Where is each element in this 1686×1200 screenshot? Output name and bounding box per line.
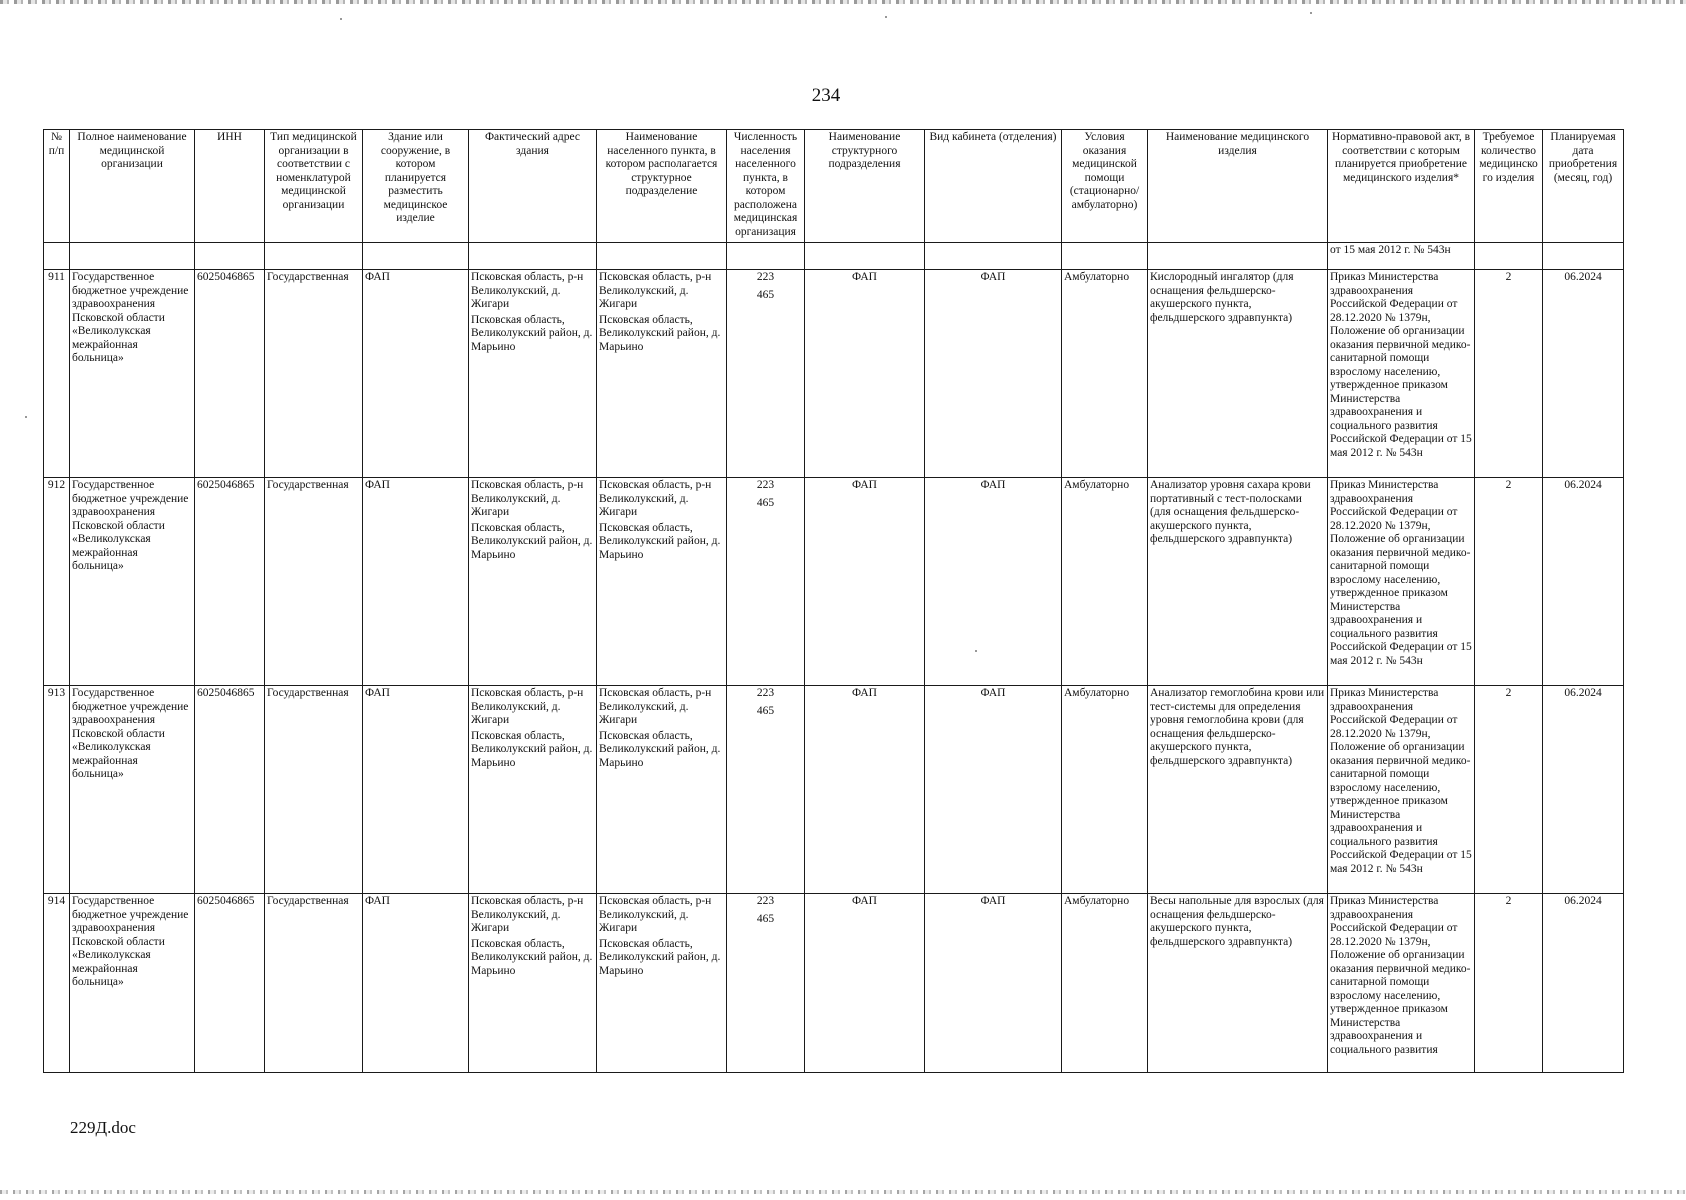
organization-cell: Государственное бюджетное учреждение здравоохранения Псковской области «Великолукская межрайонная больница»	[70, 686, 195, 894]
address-line: Псковская область, р-н Великолукский, д. Жигари	[471, 271, 584, 310]
locality-line: Псковская область, Великолукский район, д. Марьино	[599, 729, 721, 769]
address-line: Псковская область, Великолукский район, д. Марьино	[471, 521, 593, 561]
col-header-org-type: Тип медицинской организации в соответствии с номенклатурой медицинской организации	[265, 130, 363, 243]
building-cell: ФАП	[363, 894, 469, 1073]
quantity-cell: 2	[1475, 270, 1543, 478]
scan-speck	[885, 16, 887, 18]
unit-cell: ФАП	[805, 686, 925, 894]
legal-act-cell: Приказ Министерства здравоохранения Российской Федерации от 28.12.2020 № 1379н, Положение об организации оказания первичной медико-санитарной помощи взрослому населению, утвержденное приказом Министерства здравоохранения и социального развития Российской Федерации от 15 мая 2012 г. № 543н	[1328, 270, 1475, 478]
address-cell	[469, 894, 597, 1073]
org-type-cell: Государственная	[265, 478, 363, 686]
quantity-cell: 2	[1475, 478, 1543, 686]
population-cell	[727, 894, 805, 1073]
locality-line: Псковская область, р-н Великолукский, д. Жигари	[599, 895, 712, 934]
quantity-cell: 2	[1475, 686, 1543, 894]
row-number: 913	[44, 686, 70, 894]
col-header-inn: ИНН	[195, 130, 265, 243]
cabinet-cell: ФАП	[925, 478, 1062, 686]
population-cell	[727, 478, 805, 686]
cabinet-cell: ФАП	[925, 270, 1062, 478]
population-value: 465	[756, 496, 775, 509]
address-line: Псковская область, р-н Великолукский, д. Жигари	[471, 479, 584, 518]
organization-cell: Государственное бюджетное учреждение здравоохранения Псковской области «Великолукская межрайонная больница»	[70, 270, 195, 478]
population-value: 223	[756, 271, 775, 283]
address-cell	[469, 270, 597, 478]
cabinet-cell: ФАП	[925, 686, 1062, 894]
col-header-unit: Наименование структурного подразделения	[805, 130, 925, 243]
population-value: 465	[756, 912, 775, 925]
row-number: 912	[44, 478, 70, 686]
footer-filename: 229Д.doc	[70, 1118, 136, 1137]
inn-cell: 6025046865	[195, 894, 265, 1073]
address-line: Псковская область, р-н Великолукский, д. Жигари	[471, 687, 584, 726]
locality-cell	[597, 894, 727, 1073]
locality-cell	[597, 478, 727, 686]
quantity-cell: 2	[1475, 894, 1543, 1073]
locality-line: Псковская область, р-н Великолукский, д. Жигари	[599, 479, 712, 518]
row-number: 914	[44, 894, 70, 1073]
scan-speck	[25, 416, 27, 418]
population-cell	[727, 270, 805, 478]
conditions-cell: Амбулаторно	[1062, 894, 1148, 1073]
locality-line: Псковская область, Великолукский район, д. Марьино	[599, 313, 721, 353]
locality-line: Псковская область, р-н Великолукский, д. Жигари	[599, 687, 712, 726]
population-value: 223	[756, 479, 775, 491]
organization-cell: Государственное бюджетное учреждение здравоохранения Псковской области «Великолукская межрайонная больница»	[70, 894, 195, 1073]
col-header-building: Здание или сооружение, в котором планируется разместить медицинское изделие	[363, 130, 469, 243]
address-cell	[469, 478, 597, 686]
table-header-row	[44, 130, 1624, 243]
building-cell: ФАП	[363, 686, 469, 894]
org-type-cell: Государственная	[265, 270, 363, 478]
unit-cell: ФАП	[805, 270, 925, 478]
population-cell	[727, 686, 805, 894]
legal-act-cell: Приказ Министерства здравоохранения Российской Федерации от 28.12.2020 № 1379н, Положение об организации оказания первичной медико-санитарной помощи взрослому населению, утвержденное приказом Министерства здравоохранения и социального развития Российской Федерации от 15 мая 2012 г. № 543н	[1328, 478, 1475, 686]
col-header-organization: Полное наименование медицинской организации	[70, 130, 195, 243]
scan-edge-top	[0, 0, 1686, 4]
scan-speck	[340, 18, 342, 20]
row-number: 911	[44, 270, 70, 478]
table-row	[44, 686, 1624, 894]
date-cell: 06.2024	[1543, 894, 1624, 1073]
address-line: Псковская область, Великолукский район, д. Марьино	[471, 313, 593, 353]
equipment-table	[43, 129, 1624, 1073]
address-line: Псковская область, Великолукский район, д. Марьино	[471, 937, 593, 977]
unit-cell: ФАП	[805, 894, 925, 1073]
org-type-cell: Государственная	[265, 894, 363, 1073]
locality-line: Псковская область, р-н Великолукский, д. Жигари	[599, 271, 712, 310]
cabinet-cell: ФАП	[925, 894, 1062, 1073]
conditions-cell: Амбулаторно	[1062, 686, 1148, 894]
population-value: 465	[756, 288, 775, 301]
locality-cell	[597, 270, 727, 478]
building-cell: ФАП	[363, 478, 469, 686]
inn-cell: 6025046865	[195, 686, 265, 894]
continuation-row	[44, 243, 1624, 270]
conditions-cell: Амбулаторно	[1062, 270, 1148, 478]
device-cell: Кислородный ингалятор (для оснащения фельдшерско-акушерского пункта, фельдшерского здравпункта)	[1148, 270, 1328, 478]
col-header-cabinet: Вид кабинета (отделения)	[925, 130, 1062, 243]
continuation-act-cell: от 15 мая 2012 г. № 543н	[1328, 243, 1475, 270]
address-line: Псковская область, Великолукский район, д. Марьино	[471, 729, 593, 769]
table-row	[44, 270, 1624, 478]
col-header-device: Наименование медицинского изделия	[1148, 130, 1328, 243]
org-type-cell: Государственная	[265, 686, 363, 894]
col-header-population: Численность населения населенного пункта, в котором расположена медицинская организация	[727, 130, 805, 243]
locality-cell	[597, 686, 727, 894]
col-header-legal-act: Нормативно-правовой акт, в соответствии с которым планируется приобретение медицинского изделия*	[1328, 130, 1475, 243]
date-cell: 06.2024	[1543, 270, 1624, 478]
col-header-date: Планируемая дата приобретения (месяц, год)	[1543, 130, 1624, 243]
population-value: 223	[756, 895, 775, 907]
inn-cell: 6025046865	[195, 270, 265, 478]
population-value: 465	[756, 704, 775, 717]
organization-cell: Государственное бюджетное учреждение здравоохранения Псковской области «Великолукская межрайонная больница»	[70, 478, 195, 686]
scan-speck	[1310, 12, 1312, 14]
table-row	[44, 894, 1624, 1073]
unit-cell: ФАП	[805, 478, 925, 686]
date-cell: 06.2024	[1543, 686, 1624, 894]
locality-line: Псковская область, Великолукский район, д. Марьино	[599, 937, 721, 977]
table-row	[44, 478, 1624, 686]
col-header-address: Фактический адрес здания	[469, 130, 597, 243]
address-cell	[469, 686, 597, 894]
scan-edge-bottom	[0, 1190, 1686, 1194]
device-cell: Анализатор уровня сахара крови портативный с тест-полосками (для оснащения фельдшерско-акушерского пункта, фельдшерского здравпункта)	[1148, 478, 1328, 686]
date-cell: 06.2024	[1543, 478, 1624, 686]
scan-speck	[975, 650, 977, 652]
device-cell: Анализатор гемоглобина крови или тест-системы для определения уровня гемоглобина крови (для оснащения фельдшерско-акушерского пункта, фельдшерского здравпункта)	[1148, 686, 1328, 894]
population-value: 223	[756, 687, 775, 699]
col-header-conditions: Условия оказания медицинской помощи (стационарно/ амбулаторно)	[1062, 130, 1148, 243]
device-cell: Весы напольные для взрослых (для оснащения фельдшерско-акушерского пункта, фельдшерского здравпункта)	[1148, 894, 1328, 1073]
locality-line: Псковская область, Великолукский район, д. Марьино	[599, 521, 721, 561]
legal-act-cell: Приказ Министерства здравоохранения Российской Федерации от 28.12.2020 № 1379н, Положение об организации оказания первичной медико-санитарной помощи взрослому населению, утвержденное приказом Министерства здравоохранения и социального развития	[1328, 894, 1475, 1073]
page-number: 234	[811, 85, 841, 106]
inn-cell: 6025046865	[195, 478, 265, 686]
col-header-number: № п/п	[44, 130, 70, 243]
address-line: Псковская область, р-н Великолукский, д. Жигари	[471, 895, 584, 934]
col-header-quantity: Требуемое количество медицинского изделия	[1475, 130, 1543, 243]
building-cell: ФАП	[363, 270, 469, 478]
conditions-cell: Амбулаторно	[1062, 478, 1148, 686]
legal-act-cell: Приказ Министерства здравоохранения Российской Федерации от 28.12.2020 № 1379н, Положение об организации оказания первичной медико-санитарной помощи взрослому населению, утвержденное приказом Министерства здравоохранения и социального развития Российской Федерации от 15 мая 2012 г. № 543н	[1328, 686, 1475, 894]
col-header-locality: Наименование населенного пункта, в котором располагается структурное подразделение	[597, 130, 727, 243]
